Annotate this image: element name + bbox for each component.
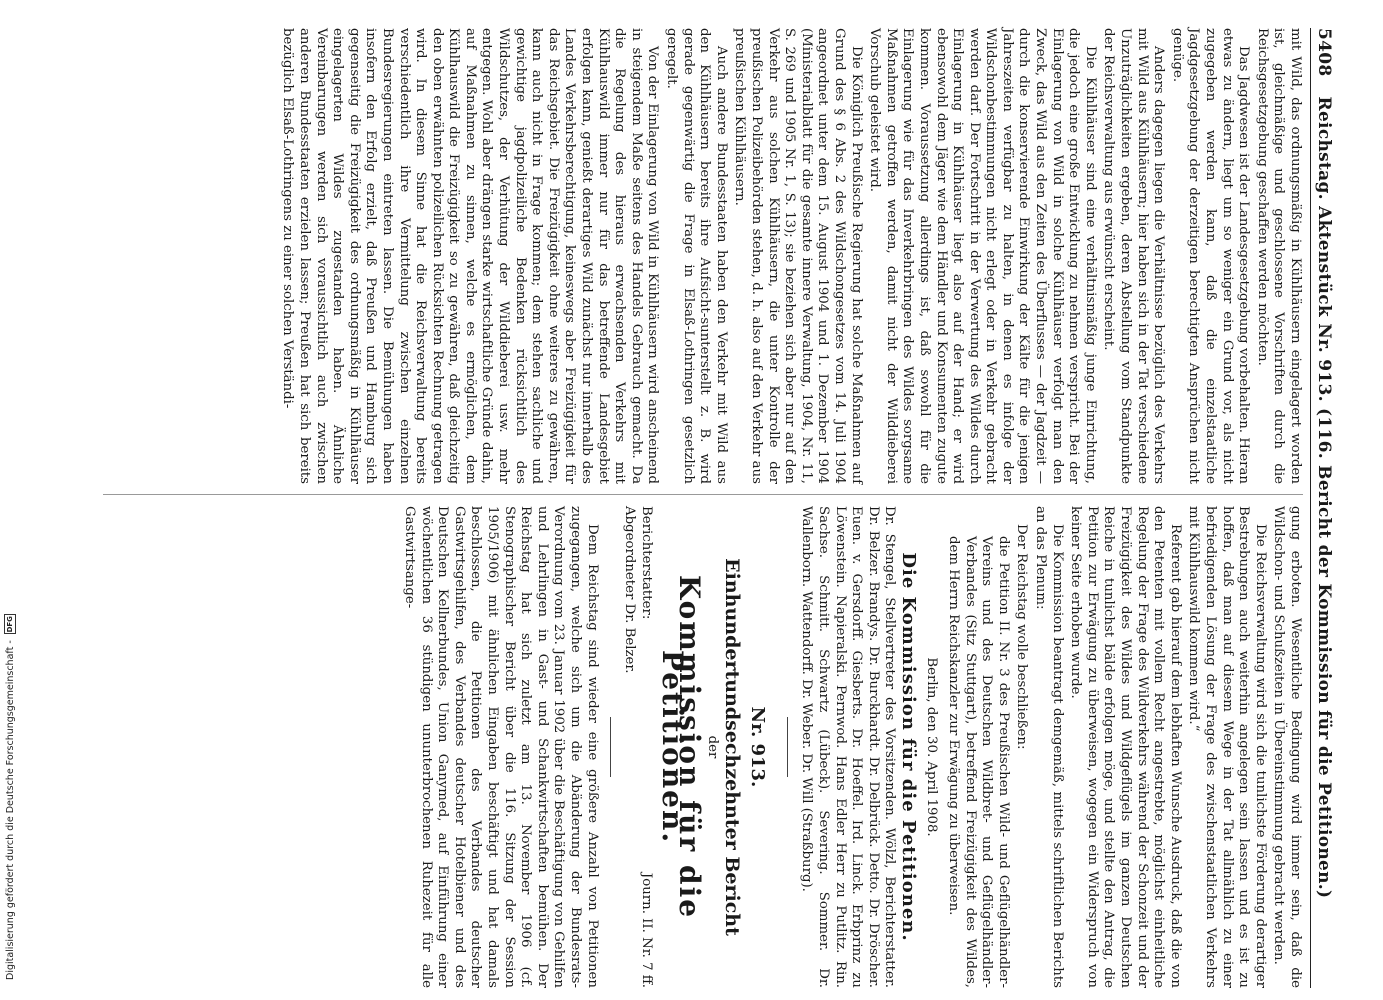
left-paragraph: Das Jagdwesen ist der Landesgesetzgebung vorbehalten. Hieran etwas zu ändern, liegt um so weniger ein Grund vor, als nicht zugegeben werden kann, daß die einzelstaatliche Jagdgesetzgebung der derzeitigen berechtigten Ansprüchen nicht genüge. [1169,28,1252,484]
rapporteur-label: Berichterstatter: [638,506,654,620]
journal-ref: Journ. II. Nr. 7 ff. [638,872,654,988]
credit-text: Digitalisierung gefördert durch die Deutsche Forschungsgemeinschaft - [4,640,16,980]
digitization-credit [4,150,16,980]
final-paragraph: Dem Reichstag sind wieder eine größere Anzahl von Petitionen zugegangen, welche sich um die Abänderung der Bundesrats-Verordnung vom 23. Januar 1902 über die Beschäftigung von Gehilfen und Lehrlingen in Gast- und Schankwirtschaften bemühen. Der Reichstag hat sich zuletzt am 13. November 1906 (cf. Stenographischer Bericht über die 116. Sitzung der Session 1905/1906) mit ähnlichen Eingaben beschäftigt und hat damals beschlossen, die Petitionen des Verbandes deutscher Gastwirtsgehilfen, des Verbandes deutscher Hotelbiener und des Deutschen Kellnerbundes, Union Ganymed, auf Einführung einer wöchentlichen 36 stündigen ununterbrochenen Ruhezeit für alle Gastwirtsange- [402,506,600,988]
left-column [277,28,1303,484]
left-paragraph: Die Königlich Preußische Regierung hat solche Maßnahmen auf Grund des § 6 Abs. 2 des Wildschongesetzes vom 14. Juli 1904 angeordnet unter dem 15. August 1904 und 1. Dezember 1904 (Ministerialblatt für die gesamte innere Verwaltung, 1904, Nr. 11, S. 269 und 1905 Nr. 1, S. 13); sie beziehen sich aber nur auf den Verkehr aus solchen Kühlhäusern, die unter Kontrolle der preußischen Polizeibehörden stehen, d. h. also auf den Verkehr aus preußischen Kühlhäusern. [732,28,864,484]
page-header [1310,28,1337,988]
right-paragraph: Referent gab hierauf dem lebhaften Wunsche Ausdruck, daß die von den Petenten mit vollem Recht angestrebte, möglichst einheitliche Regelung der Frage des Wildverkehrs während der Schonzeit und der Freizügigkeit des Wildes und Wildgeflügels im ganzen Deutschen Reiche in tunlichst bälde erfolgen möge, und stellte den Antrag, die Petition zur Erwägung zu überweisen, wogegen ein Widerspruch von keiner Seite erhoben wurde. [1068,506,1183,988]
right-paragraph: Die Reichsverwaltung wird sich die tunlichste Förderung derartiger Bestrebungen auch weiterhin angelegen sein lassen und es ist zu hoffen, daß man auf diesem Wege in der Tat allmählich zu einer befriedigenden Lösung der Frage des zwischenstaatlichen Verkehrs mit Kühlhauswild kommen wird.“ [1186,506,1268,988]
left-paragraph: mit Wild, das ordnungsmäßig in Kühlhäusern eingelagert worden ist, gleichmäßige und geschlossene Vorschriften durch die Reichsgesetzgebung geschaffen werden möchten. [1254,28,1303,484]
separator [610,717,611,777]
rapporteur-name: Abgeordneter Dr. Belzer. [622,506,638,674]
running-title: Reichstag. Aktenstück Nr. 913. (116. Bericht der Kommission für die Petitionen.) [1314,96,1334,899]
right-paragraph: Die Kommission beantragt demgemäß, mittels schriftlichen Berichts an das Plenum: [1033,506,1065,988]
page-number: 5408 [1314,28,1334,77]
column-divider [103,494,1303,495]
dfg-logo: DFG [6,616,14,633]
rapporteur-row [637,506,654,988]
member-list: Dr. Stengel, Stellvertreter des Vorsitzenden. Wölzl, Berichterstatter. Dr. Belzer. Brandys. Dr. Burckhardt. Dr. Delbrück. Detto. Dr. Dröscher. Euen. v. Gersdorff. Giesberts. Dr. Hoeffel. Ird. Linck. Erbprinz zu Löwenstein. Napieralski. Pernwod. Hans Edler Herr zu Putlitz. Rin. Sachse. Schmitt. Schwartz (Lübeck). Severing. Sommer. Dr. Wallenborn. Wattendorff. Dr. Weber. Dr. Will (Straßburg). [799,506,898,988]
separator [787,717,788,777]
date-line: Berlin, den 30. April 1908. [923,657,939,837]
left-paragraph: Anders dagegen liegen die Verhältnisse bezüglich des Verkehrs mit Wild aus Kühlhäusern; hier haben sich in der Tat verschiedene Unzuträglichkeiten ergeben, deren Abstellung vom Standpunkte der Reichsverwaltung aus erwünscht erscheint. [1101,28,1167,484]
left-paragraph: Die Kühlhäuser sind eine verhältnismäßig junge Einrichtung, die jedoch eine große Entwicklung zu nehmen verspricht. Bei der Einlagerung von Wild in solche Kühlhäuser verfolgt man den Zweck, das Wild aus den Zeiten des Überflusses — der Jagdzeit — durch die konservierende Einwirkung der Kälte für die jenigen Jahreszeiten verfügbar zu halten, in denen es infolge der Wildschonbestimmungen nicht erlegt oder in Verkehr gebracht werden darf. Der Fortschritt in der Verwertung des Wildes durch Einlagerung in Kühlhäuser liegt also auf der Hand; er wird ebensowohl dem Jäger wie dem Händler und Konsumenten zugute kommen. Voraussetzung allerdings ist, daß sowohl für die Einlagerung wie für das Inverkehrbringen des Wildes sorgsame Maßnahmen getroffen werden, damit nicht der Wilddieberei Vorschub geleistet wird. [867,28,1098,484]
left-paragraph: Von der Einlagerung von Wild in Kühlhäusern wird anscheinend in steigendem Maße seitens des Handels Gebrauch gemacht. Da die Regelung des hieraus erwachsenden Verkehrs mit Kühlhauswild immer nur für das betreffende Landesgebiet erfolgen kann, genießt derartiges Wild zunächst nur innerhalb des Landes Verkehrsberechtigung, keineswegs aber Freizügigkeit für das Reichsgebiet. Die Freizügigkeit ohne weiteres zu gewähren, kann auch nicht in Frage kommen; dem stehen sachliche und gewichtige jagdpolizeiliche Bedenken rücksichtlich des Wildschutzes, der Verhütung der Wilddieberei usw. mehr entgegen. Wohl aber drängen starke wirtschaftliche Gründe dahin, auf Maßnahmen zu sinnen, welche es ermöglichen, dem Kühlhauswild die Freizügigkeit so zu gewähren, daß gleichzeitig den oben erwähnten polizeilichen Rücksichten Rechnung getragen wird. In diesem Sinne hat die Reichsverwaltung bereits verschiedentlich ihre Vermittelung zwischen einzelnen Bundesregierungen eintreten lassen. Die Bemühungen haben insofern den Erfolg erzielt, daß Preußen und Hamburg sich gegenseitig die Freizügigkeit des ordnungsmäßig in Kühlhäuser eingelagerten Wildes zugestanden haben. Ähnliche Vereinbarungen werden sich voraussichtlich auch zwischen anderen Bundesstaaten erzielen lassen; Preußen hat sich bereits bezüglich Elsaß-Lothringens zu einer solchen Verständi- [280,28,661,484]
der-line: der [704,735,720,759]
report-title: Einhundertundsechzehnter Bericht [721,558,744,936]
number-heading: Nr. 913. [746,706,768,788]
commission-heading: Kommission für die Petitionen. [656,574,706,920]
right-paragraph: gung erboten. Wesentliche Bedingung wird immer sein, daß die Wildschon- und Schußzeiten in Übereinstimmung gebracht werden. [1271,506,1303,988]
commission-signature-title: Die Kommission für die Petitionen. [897,552,919,942]
right-column [399,506,1304,988]
left-paragraph: Auch andere Bundesstaaten haben den Verkehr mit Wild aus den Kühlhäusern bereits ihre Aufsicht-sunterstellt z. B. wird gerade gegenwärtig die Frage in Elsaß-Lothringen gesetzlich geregelt. [664,28,729,484]
resolution-text: die Petition II. Nr. 3 des Preußischen Wild- und Geflügelhändler-Vereins und des Deutschen Wildbret- und Geflügelhändler-Verbandes (Sitz Stuttgart), betreffend Freizügigkeit des Wildes, dem Herrn Reichskanzler zur Erwägung zu überweisen. [946,536,1011,988]
right-paragraph: Der Reichstag wolle beschließen: [1014,524,1030,750]
rotated-document-page [97,28,1337,988]
